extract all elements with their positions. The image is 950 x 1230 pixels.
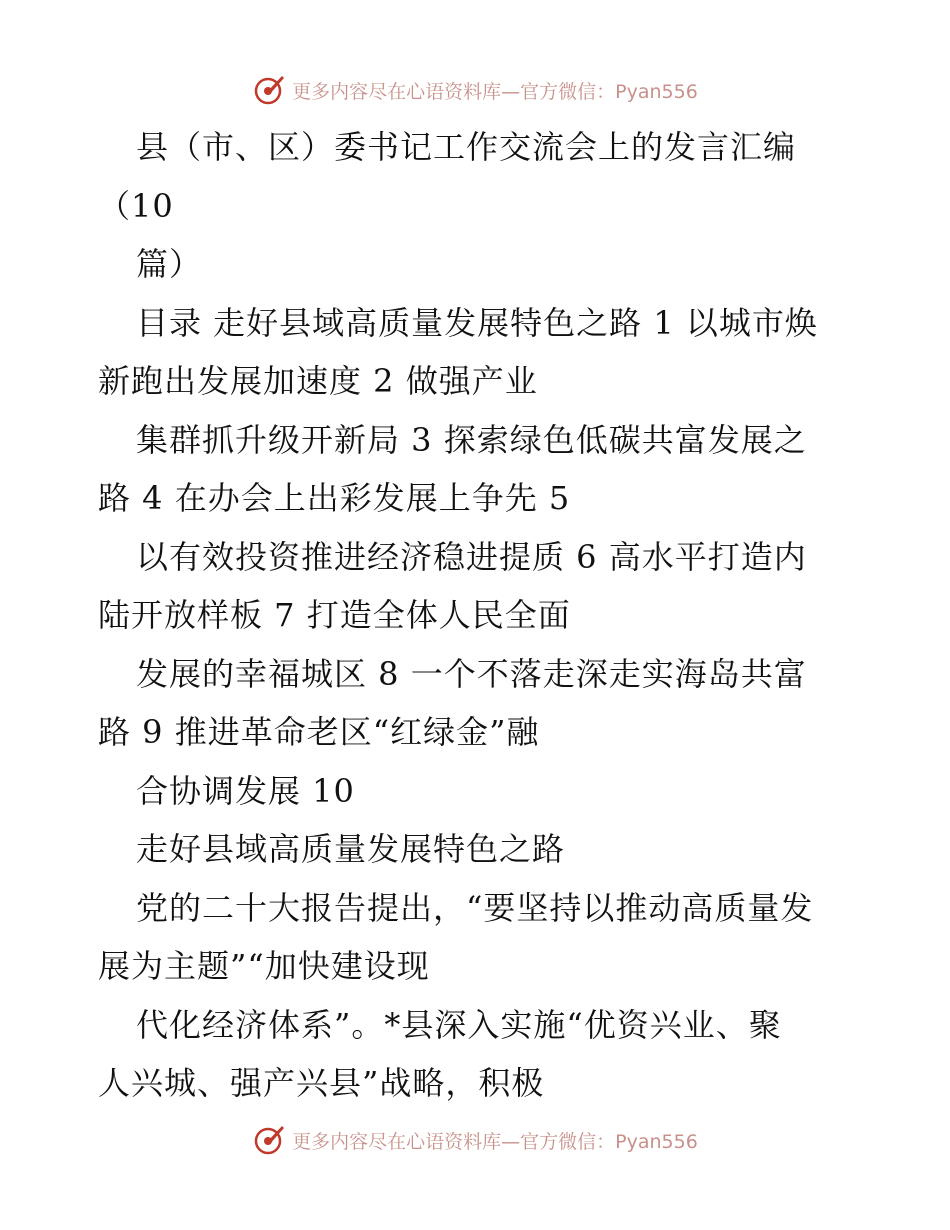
text-line: 路 9 推进革命老区“红绿金”融 [98,713,540,751]
document-body [98,118,858,1113]
watermark-text: 更多内容尽在心语资料库—官方微信：Pyan556 [292,1130,698,1153]
text-line: 展为主题”“加快建设现 [98,947,430,985]
text-line: 路 4 在办会上出彩发展上争先 5 [98,479,571,517]
text-line: 党的二十大报告提出，“要坚持以推动高质量发 [136,888,814,927]
text-line: 人兴城、强产兴县”战略，积极 [98,1064,545,1102]
watermark-text: 更多内容尽在心语资料库—官方微信：Pyan556 [292,80,698,103]
watermark-banner-top [0,70,950,110]
quill-logo-icon [252,73,286,107]
text-line: 发展的幸福城区 8 一个不落走深走实海岛共富 [136,654,807,693]
text-line: 新跑出发展加速度 2 做强产业 [98,362,538,400]
text-line: 陆开放样板 7 打造全体人民全面 [98,596,571,634]
quill-logo-icon [252,1123,286,1157]
watermark-banner-bottom [0,1120,950,1160]
text-line: （10 [98,186,174,225]
text-line: 走好县域高质量发展特色之路 [136,830,566,868]
text-line: 代化经济体系”。*县深入实施“优资兴业、聚 [136,1005,782,1044]
text-line: 篇） [136,245,203,283]
text-line: 合协调发展 10 [136,771,355,810]
text-line: 以有效投资推进经济稳进提质 6 高水平打造内 [136,537,807,576]
text-line: 县（市、区）委书记工作交流会上的发言汇编 [136,128,797,166]
text-line: 集群抓升级开新局 3 探索绿色低碳共富发展之 [136,420,807,459]
text-line: 目录 走好县域高质量发展特色之路 1 以城市焕 [136,303,818,342]
